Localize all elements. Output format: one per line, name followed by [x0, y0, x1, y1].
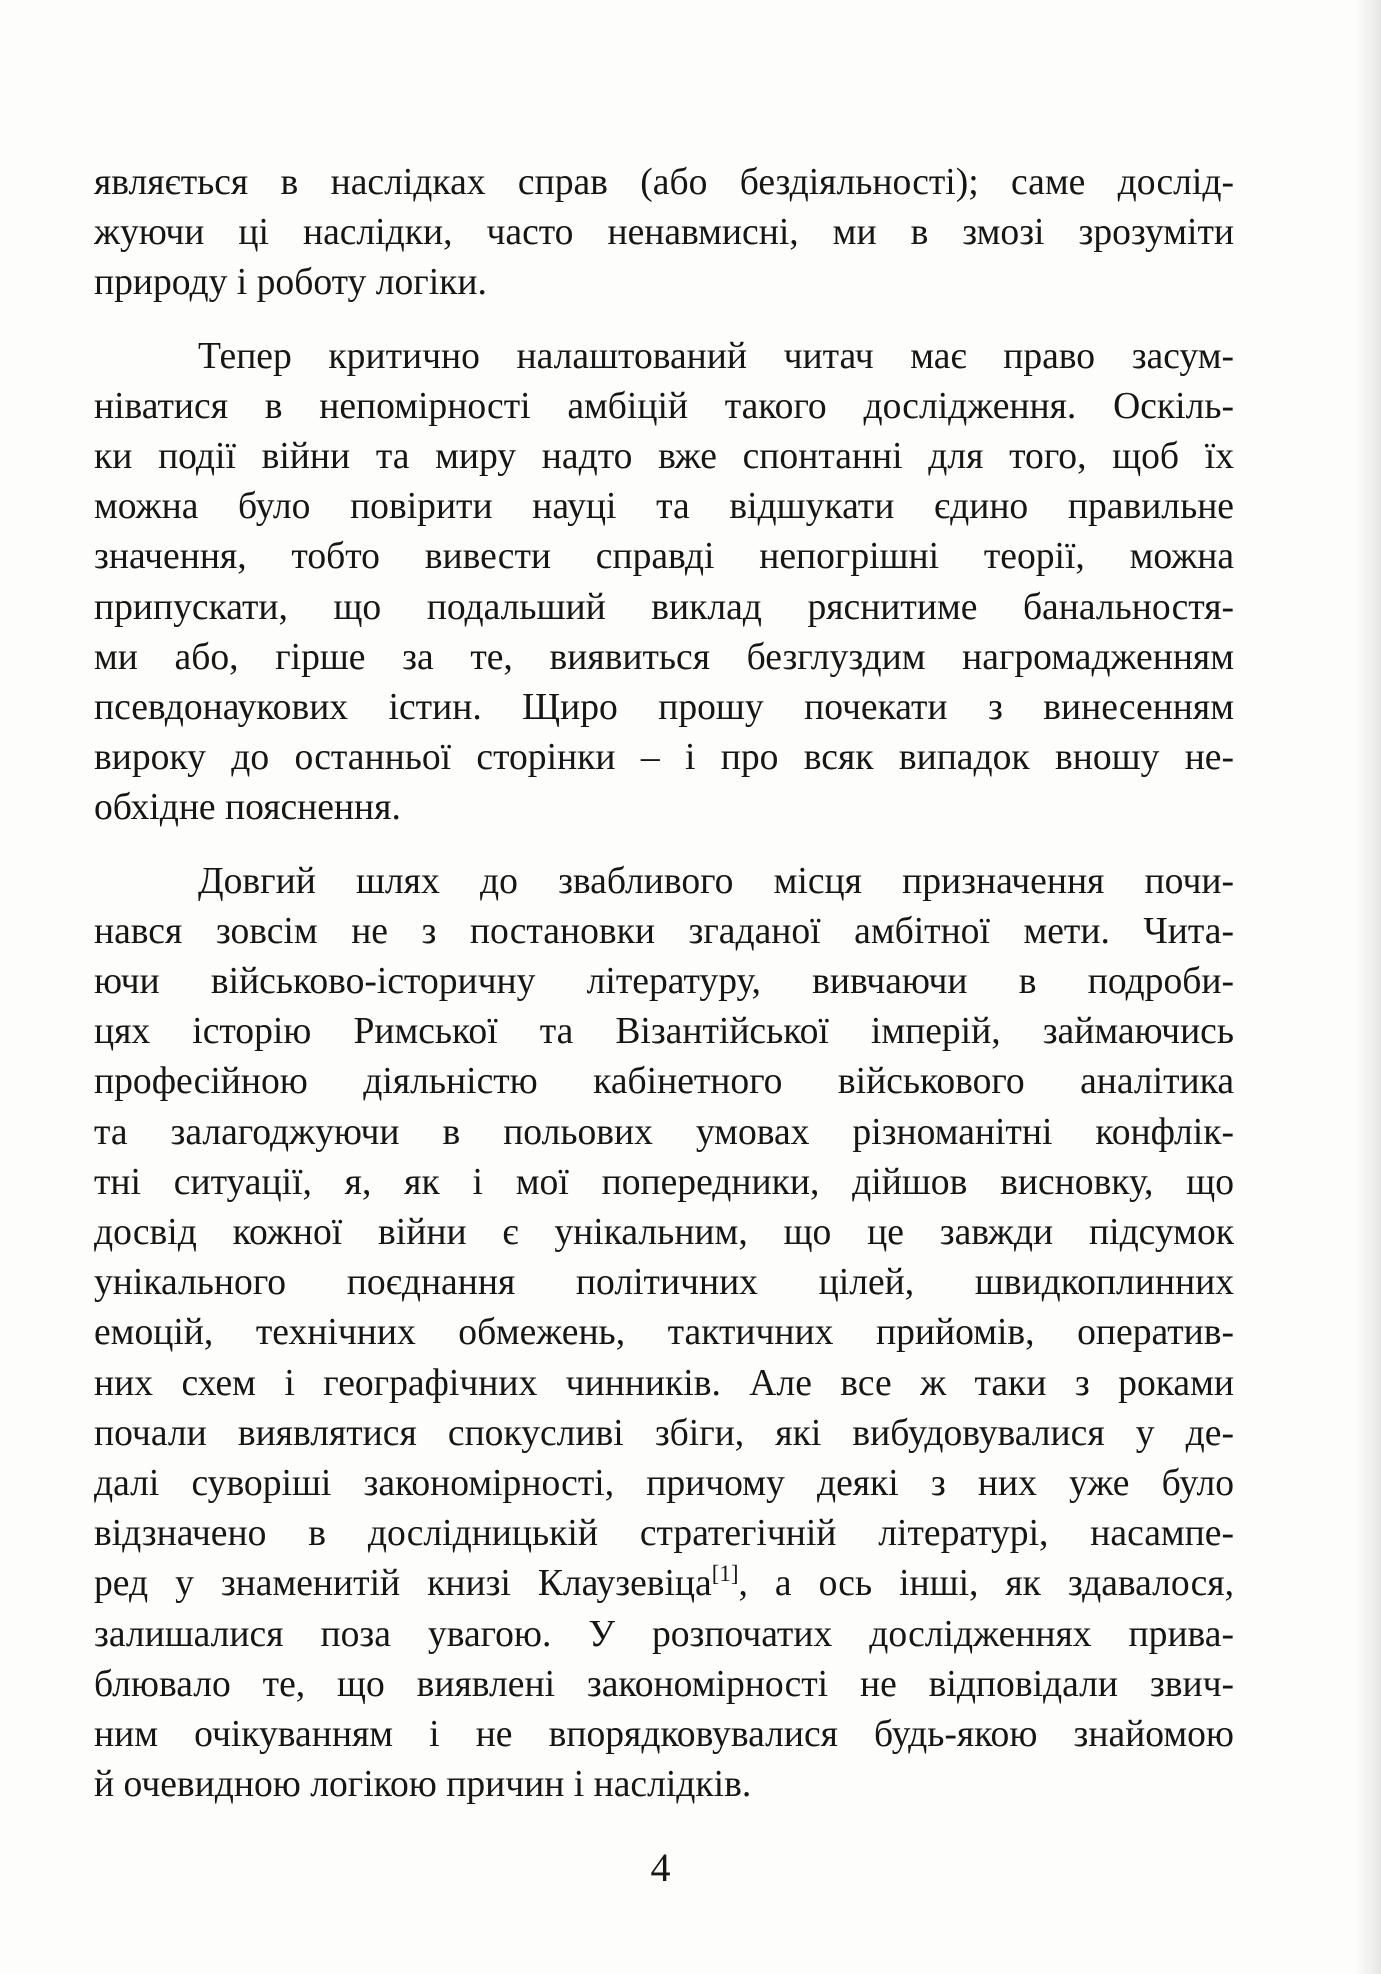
text-line: залишалися поза увагою. У розпочатих дослідженнях прива-: [94, 1613, 1234, 1655]
text-line: являється в наслідках справ (або бездіяльності); саме дослід-: [94, 162, 1234, 203]
text-line: ним очікуванням і не впорядковувалися будь-якою знайомою: [94, 1714, 1234, 1756]
text-line: почали виявлятися спокусливі збіги, які вибудовувалися у де-: [94, 1412, 1234, 1454]
text-line: них схем і географічних чинників. Але все ж таки з роками: [94, 1362, 1234, 1404]
text-line: ніватися в непомірності амбіцій такого дослідження. Оскіль-: [94, 385, 1234, 427]
text-line: обхідне пояснення.: [94, 787, 401, 829]
text-fragment: ред у знаменитій книзі Клаузевіца: [94, 1563, 712, 1605]
text-line: цях історію Римської та Візантійської імперій, займаючись: [94, 1011, 1234, 1053]
text-line: Тепер критично налаштований читач має право засум-: [198, 335, 1234, 377]
text-line: та залагоджуючи в польових умовах різноманітні конфлік-: [94, 1111, 1234, 1153]
text-line: природу і роботу логіки.: [94, 262, 487, 304]
text-line: ючи військово-історичну літературу, вивчаючи в подроби-: [94, 961, 1234, 1003]
page-edge-shadow: [1355, 0, 1381, 1974]
footnote-reference[interactable]: [1]: [711, 1561, 739, 1587]
text-line: відзначено в дослідницькій стратегічній літературі, насампе-: [94, 1513, 1234, 1555]
text-line-with-footnote: [94, 1559, 1234, 1609]
text-line: жуючи ці наслідки, часто ненавмисні, ми в змозі зрозуміти: [94, 212, 1234, 254]
text-line: значення, тобто вивести справді непогрішні теорії, можна: [94, 536, 1234, 578]
paragraph-3: [94, 857, 1234, 1811]
text-line: досвід кожної війни є унікальним, що це завжди підсумок: [94, 1212, 1234, 1254]
text-line: унікального поєднання політичних цілей, швидкоплинних: [94, 1262, 1234, 1304]
body-text: [94, 158, 1234, 1834]
text-line: нався зовсім не з постановки згаданої амбітної мети. Чита-: [94, 910, 1234, 952]
text-line: Довгий шлях до звабливого місця призначення почи-: [198, 860, 1234, 902]
text-line: можна було повірити науці та відшукати єдино правильне: [94, 486, 1234, 528]
text-fragment: , а ось інші, як здавалося,: [738, 1563, 1234, 1605]
text-line: емоцій, технічних обмежень, тактичних прийомів, оператив-: [94, 1312, 1234, 1354]
text-line: псевдонаукових істин. Щиро прошу почекати з винесенням: [94, 687, 1234, 729]
text-line: тні ситуації, я, як і мої попередники, дійшов висновку, що: [94, 1161, 1234, 1203]
paragraph-1: [94, 158, 1234, 309]
paragraph-2: [94, 332, 1234, 834]
page-number: 4: [650, 1845, 671, 1890]
text-line: далі суворіші закономірності, причому деякі з них уже було: [94, 1463, 1234, 1505]
text-line: ки події війни та миру надто вже спонтанні для того, щоб їх: [94, 436, 1234, 478]
text-line: ми або, гірше за те, виявиться безглуздим нагромадженням: [94, 636, 1234, 678]
text-line: припускати, що подальший виклад ряснитиме банальностя-: [94, 586, 1234, 628]
text-line: й очевидною логікою причин і наслідків.: [94, 1764, 752, 1806]
text-line: вироку до останньої сторінки – і про всяк випадок вношу не-: [94, 737, 1234, 779]
text-line: професійною діяльністю кабінетного військового аналітика: [94, 1061, 1234, 1103]
text-line: блювало те, що виявлені закономірності не відповідали звич-: [94, 1663, 1234, 1705]
